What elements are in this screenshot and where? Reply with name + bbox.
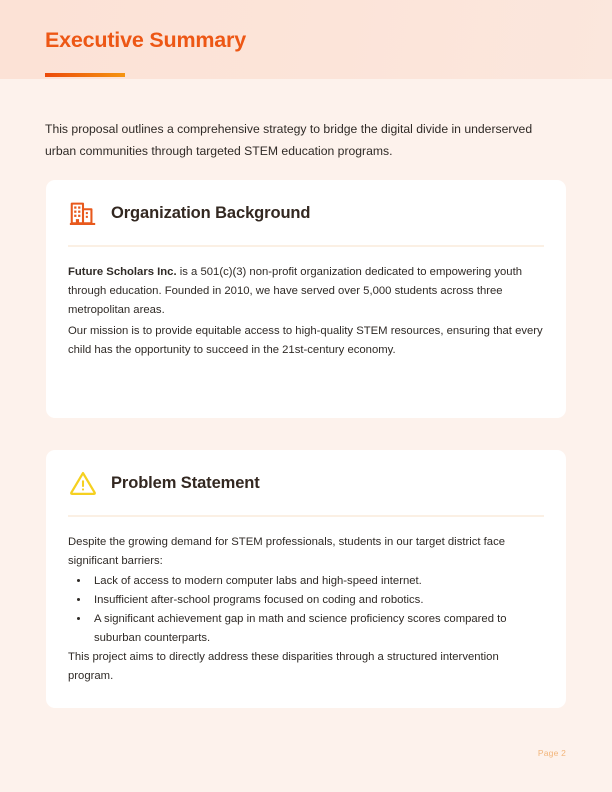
title-underline-rule [45, 73, 125, 77]
card-body [46, 247, 566, 360]
paragraph-lead: Future Scholars Inc. [68, 266, 177, 278]
barriers-list [68, 572, 544, 648]
problem-intro-text: Despite the growing demand for STEM professionals, students in our target district face significant barriers: [68, 536, 506, 567]
card-problem-statement [46, 450, 566, 708]
paragraph: Our mission is to provide equitable access to high-quality STEM resources, ensuring that every child has the opportunity to succeed in the 21st-century economy. [68, 325, 543, 356]
page-number-footer: Page 2 [537, 748, 566, 758]
page-title: Executive Summary [45, 28, 246, 52]
card-header [46, 450, 566, 498]
paragraph-rest: is a 501(c)(3) non-profit organization dedicated to empowering youth through education. Founded in 2010, we have served over 5,000 students across three metropolitan areas. [68, 266, 522, 316]
list-item: • Lack of access to modern computer labs and high-speed internet. [90, 572, 544, 591]
warning-triangle-icon [68, 468, 98, 498]
list-item: • A significant achievement gap in math and science proficiency scores compared to suburban counterparts. [90, 610, 544, 648]
list-item: • Insufficient after-school programs focused on coding and robotics. [90, 591, 544, 610]
problem-closing-text: This project aims to directly address these disparities through a structured intervention program. [68, 651, 499, 682]
paragraph [68, 263, 544, 320]
card-header [46, 180, 566, 228]
card-body [46, 517, 566, 686]
page-header-band [0, 0, 612, 79]
card-title: Organization Background [111, 203, 311, 222]
office-building-icon [68, 198, 98, 228]
card-title: Problem Statement [111, 473, 260, 492]
card-organization-background [46, 180, 566, 418]
intro-paragraph: This proposal outlines a comprehensive strategy to bridge the digital divide in underserved urban communities through targeted STEM education programs. [45, 122, 533, 158]
